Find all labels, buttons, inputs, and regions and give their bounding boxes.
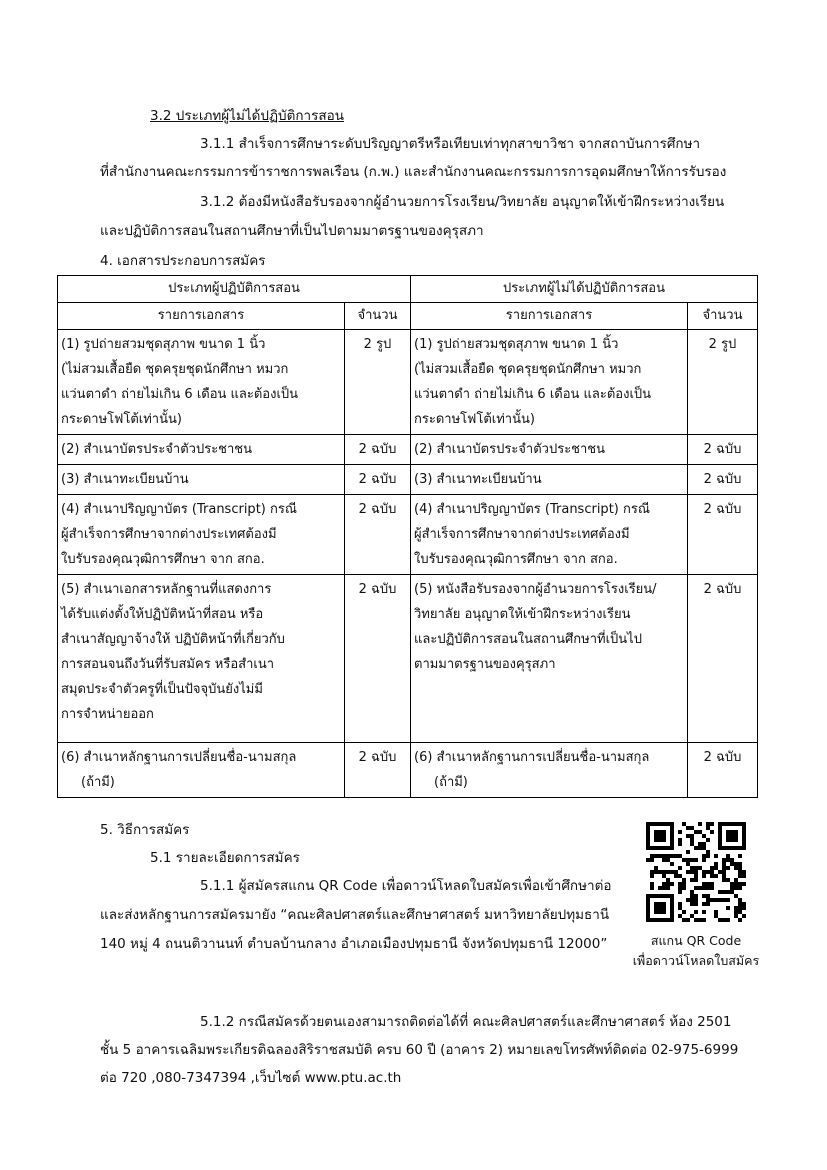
- item-5-1-2-line2: ชั้น 5 อาคารเฉลิมพระเกียรติฉลองสิริราชสมบัติ ครบ 60 ปี (อาคาร 2) หมายเลขโทรศัพท์ติดต่อ 02-975-6999: [100, 1042, 739, 1058]
- item-5-1-2-line1: 5.1.2 กรณีสมัครด้วยตนเองสามารถติดต่อได้ที่ คณะศิลปศาสตร์และศึกษาศาสตร์ ห้อง 2501: [200, 1014, 732, 1030]
- doc-line: ตามมาตรฐานของคุรุสภา: [414, 657, 556, 672]
- doc-line: (5) สำเนาเอกสารหลักฐานที่แสดงการ: [61, 582, 272, 597]
- right-doc-cell: [411, 465, 688, 495]
- doc-line: สมุดประจำตัวครูที่เป็นปัจจุบันยังไม่มี: [61, 682, 263, 697]
- table-row: [58, 330, 758, 435]
- left-doc-cell: [58, 435, 345, 465]
- item-3-1-2-line2: และปฏิบัติการสอนในสถานศึกษาที่เป็นไปตามมาตรฐานของคุรุสภา: [100, 223, 484, 239]
- left-qty-cell: 2 ฉบับ: [345, 495, 411, 575]
- doc-line: (4) สำเนาปริญญาบัตร (Transcript) กรณี: [61, 502, 297, 517]
- doc-line: สำเนาสัญญาจ้างให้ ปฏิบัติหน้าที่เกี่ยวกับ: [61, 632, 285, 647]
- doc-line: (6) สำเนาหลักฐานการเปลี่ยนชื่อ-นามสกุล: [414, 750, 650, 765]
- right-group-header: ประเภทผู้ไม่ได้ปฏิบัติการสอน: [411, 276, 758, 303]
- doc-line: (3) สำเนาทะเบียนบ้าน: [414, 472, 542, 487]
- table-row: [58, 495, 758, 575]
- left-qty-cell: 2 ฉบับ: [345, 743, 411, 798]
- left-qty-col-header: จำนวน: [345, 303, 411, 330]
- doc-line: (1) รูปถ่ายสวมชุดสุภาพ ขนาด 1 นิ้ว: [414, 337, 619, 352]
- right-doc-cell: [411, 495, 688, 575]
- left-qty-cell: 2 ฉบับ: [345, 575, 411, 743]
- section-5-1-heading: 5.1 รายละเอียดการสมัคร: [150, 850, 300, 866]
- right-qty-cell: 2 ฉบับ: [688, 495, 758, 575]
- right-qty-cell: 2 ฉบับ: [688, 465, 758, 495]
- doc-line: (4) สำเนาปริญญาบัตร (Transcript) กรณี: [414, 502, 650, 517]
- doc-line: (ไม่สวมเสื้อยืด ชุดครุยชุดนักศึกษา หมวก: [414, 362, 642, 377]
- right-qty-cell: 2 รูป: [688, 330, 758, 435]
- doc-line: ใบรับรองคุณวุฒิการศึกษา จาก สกอ.: [414, 552, 618, 567]
- section-3-2-heading: 3.2 ประเภทผู้ไม่ได้ปฏิบัติการสอน: [150, 108, 344, 124]
- section-5-heading: 5. วิธีการสมัคร: [100, 822, 190, 838]
- left-doc-cell: [58, 465, 345, 495]
- doc-line: การจำหน่ายออก: [61, 707, 154, 722]
- right-doc-cell: [411, 330, 688, 435]
- doc-line: (5) หนังสือรับรองจากผู้อำนวยการโรงเรียน/: [414, 582, 657, 597]
- doc-line: (3) สำเนาทะเบียนบ้าน: [61, 472, 189, 487]
- qr-caption-line2: เพื่อดาวน์โหลดใบสมัคร: [632, 953, 760, 968]
- item-3-1-1-line2: ที่สำนักงานคณะกรรมการข้าราชการพลเรือน (ก.พ.) และสำนักงานคณะกรรมการการอุดมศึกษาให้การรับรอง: [100, 164, 727, 180]
- section-4-heading: 4. เอกสารประกอบการสมัคร: [100, 253, 266, 269]
- doc-line: ใบรับรองคุณวุฒิการศึกษา จาก สกอ.: [61, 552, 265, 567]
- right-qty-cell: 2 ฉบับ: [688, 575, 758, 743]
- right-doc-cell: [411, 743, 688, 798]
- item-5-1-1-line2: และส่งหลักฐานการสมัครมายัง “คณะศิลปศาสตร์และศึกษาศาสตร์ มหาวิทยาลัยปทุมธานี: [100, 907, 610, 923]
- qr-caption-line1: สแกน QR Code: [650, 933, 742, 948]
- doc-line: ผู้สำเร็จการศึกษาจากต่างประเทศต้องมี: [414, 527, 630, 542]
- qr-code-icon[interactable]: [646, 822, 746, 922]
- item-5-1-2-line3: ต่อ 720 ,080-7347394 ,เว็บไซต์ www.ptu.ac.th: [100, 1070, 402, 1086]
- right-doc-cell: [411, 575, 688, 743]
- left-doc-cell: [58, 575, 345, 743]
- doc-line: (ถ้ามี): [81, 775, 115, 790]
- left-doc-cell: [58, 743, 345, 798]
- doc-line: (2) สำเนาบัตรประจำตัวประชาชน: [61, 442, 253, 457]
- doc-line: ได้รับแต่งตั้งให้ปฏิบัติหน้าที่สอน หรือ: [61, 607, 264, 622]
- item-3-1-2-line1: 3.1.2 ต้องมีหนังสือรับรองจากผู้อำนวยการโรงเรียน/วิทยาลัย อนุญาตให้เข้าฝึกระหว่างเรียน: [200, 194, 725, 210]
- doc-line: กระดาษโฟโต้เท่านั้น): [61, 412, 182, 427]
- doc-line: (1) รูปถ่ายสวมชุดสุภาพ ขนาด 1 นิ้ว: [61, 337, 266, 352]
- right-qty-cell: 2 ฉบับ: [688, 435, 758, 465]
- left-doc-col-header: รายการเอกสาร: [58, 303, 345, 330]
- right-doc-col-header: รายการเอกสาร: [411, 303, 688, 330]
- left-doc-cell: [58, 495, 345, 575]
- table-row: [58, 465, 758, 495]
- right-qty-cell: 2 ฉบับ: [688, 743, 758, 798]
- item-5-1-1-line3: 140 หมู่ 4 ถนนติวานนท์ ตำบลบ้านกลาง อำเภอเมืองปทุมธานี จังหวัดปทุมธานี 12000”: [100, 936, 608, 952]
- item-5-1-1-line1: 5.1.1 ผู้สมัครสแกน QR Code เพื่อดาวน์โหลดใบสมัครเพื่อเข้าศึกษาต่อ: [200, 878, 612, 894]
- table-row: [58, 575, 758, 743]
- doc-line: (ไม่สวมเสื้อยืด ชุดครุยชุดนักศึกษา หมวก: [61, 362, 289, 377]
- doc-line: และปฏิบัติการสอนในสถานศึกษาที่เป็นไป: [414, 632, 642, 647]
- table-row: [58, 743, 758, 798]
- item-3-1-1-line1: 3.1.1 สำเร็จการศึกษาระดับปริญญาตรีหรือเทียบเท่าทุกสาขาวิชา จากสถาบันการศึกษา: [200, 136, 701, 152]
- right-qty-col-header: จำนวน: [688, 303, 758, 330]
- left-qty-cell: 2 รูป: [345, 330, 411, 435]
- doc-line: แว่นตาดำ ถ่ายไม่เกิน 6 เดือน และต้องเป็น: [61, 387, 299, 402]
- left-qty-cell: 2 ฉบับ: [345, 435, 411, 465]
- left-qty-cell: 2 ฉบับ: [345, 465, 411, 495]
- doc-line: การสอนจนถึงวันที่รับสมัคร หรือสำเนา: [61, 657, 275, 672]
- doc-line: (ถ้ามี): [434, 775, 468, 790]
- doc-line: (6) สำเนาหลักฐานการเปลี่ยนชื่อ-นามสกุล: [61, 750, 297, 765]
- doc-line: วิทยาลัย อนุญาตให้เข้าฝึกระหว่างเรียน: [414, 607, 631, 622]
- documents-table: [57, 275, 758, 798]
- doc-line: ผู้สำเร็จการศึกษาจากต่างประเทศต้องมี: [61, 527, 277, 542]
- table-row: [58, 435, 758, 465]
- left-group-header: ประเภทผู้ปฏิบัติการสอน: [58, 276, 411, 303]
- doc-line: แว่นตาดำ ถ่ายไม่เกิน 6 เดือน และต้องเป็น: [414, 387, 652, 402]
- right-doc-cell: [411, 435, 688, 465]
- doc-line: กระดาษโฟโต้เท่านั้น): [414, 412, 535, 427]
- doc-line: (2) สำเนาบัตรประจำตัวประชาชน: [414, 442, 606, 457]
- left-doc-cell: [58, 330, 345, 435]
